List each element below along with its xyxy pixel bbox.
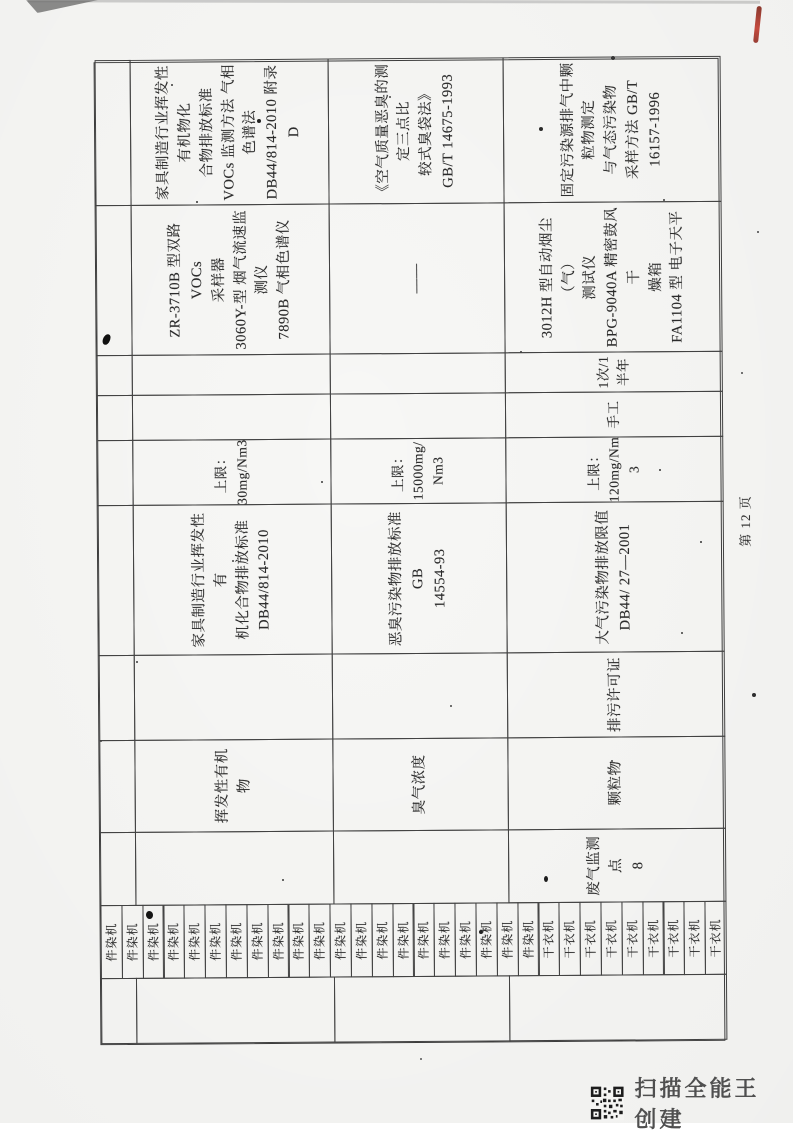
empty-cell — [330, 352, 506, 394]
cell-pm-instrument: 3012H 型自动烟尘（气） 测试仪 BPG-9040A 精密鼓风干 燥箱 FA1104 型 电子天平 — [504, 201, 723, 354]
scan-speckles — [0, 0, 2, 2]
cell-pm-pollutant: 颗粒物 — [507, 736, 726, 831]
facility-cell: 干衣机 — [600, 902, 622, 976]
facility-cell: 件染机 — [475, 902, 497, 976]
empty-cell — [100, 832, 137, 906]
facility-cell: 干衣机 — [663, 901, 685, 975]
cell-voc-standard: 家具制造行业挥发性有 机化合物排放标准 DB44/814-2010 — [133, 504, 333, 656]
facility-cell: 干衣机 — [621, 901, 643, 975]
cell-pm-method: 固定污染源排气中颗粒物测定 与气态污染物 采样方法 GB/T 16157-1996 — [503, 56, 722, 204]
facility-cell: 件染机 — [100, 905, 122, 979]
facility-cell: 件染机 — [413, 903, 435, 977]
watermark — [590, 1072, 793, 1134]
cell-odor-method: 《空气质量恶臭的测定三点比 较式臭袋法》 GB/T 14675-1993 — [328, 57, 505, 204]
facility-cell: 干衣机 — [642, 901, 664, 975]
facility-cell: 件染机 — [225, 904, 247, 978]
empty-cell — [95, 60, 132, 206]
facility-cell: 件染机 — [163, 905, 185, 979]
empty-cell — [330, 392, 506, 439]
cell-pm-limit: 上限： 120mg/Nm 3 — [505, 436, 723, 504]
cell-pm-mode: 手工 — [505, 391, 723, 439]
facility-cell: 件染机 — [267, 904, 289, 978]
empty-cell — [136, 977, 335, 1044]
facility-cell: 件染机 — [121, 905, 143, 979]
empty-cell — [334, 975, 510, 1042]
cell-pm-outlet: 废气监测点 8 — [508, 828, 727, 904]
facility-cell: 件染机 — [246, 904, 268, 978]
facility-cell: 干衣机 — [559, 902, 581, 976]
cell-odor-instrument: —— — [329, 202, 506, 354]
cell-voc-limit: 上限： 30mg/Nm3 — [132, 439, 331, 506]
empty-cell — [509, 974, 727, 1042]
facility-cell: 件染机 — [288, 904, 310, 978]
empty-cell — [97, 395, 133, 441]
facility-cell: 件染机 — [350, 903, 372, 977]
empty-cell — [97, 355, 133, 396]
empty-cell — [333, 829, 510, 904]
empty-cell — [101, 978, 137, 1044]
empty-cell — [98, 505, 135, 656]
facility-cell: 件染机 — [496, 902, 518, 976]
cell-pm-permit: 排污许可证 — [507, 651, 726, 739]
scanner-edge-artifact — [28, 0, 760, 4]
empty-cell — [132, 394, 331, 441]
facility-cell: 件染机 — [455, 903, 477, 977]
empty-cell — [99, 740, 136, 833]
facility-cell: 件染机 — [371, 903, 393, 977]
scanner-corner-shadow — [26, 0, 98, 13]
empty-cell — [135, 831, 335, 906]
facility-cell: 件染机 — [205, 904, 227, 978]
page-number: 第 12 页 — [737, 495, 753, 547]
empty-cell — [132, 354, 331, 396]
facility-cell: 件染机 — [184, 904, 206, 978]
facility-cell: 件染机 — [434, 903, 456, 977]
cell-pm-frequency: 1次/1 半年 — [505, 351, 723, 394]
empty-cell — [134, 654, 334, 741]
watermark-text: 扫描全能王 创建 — [634, 1076, 760, 1132]
facility-cell: 件染机 — [309, 904, 331, 978]
cell-pm-standard: 大气污染物排放限值 DB44/ 27—2001 — [506, 501, 725, 654]
facility-cell: 干衣机 — [705, 901, 727, 975]
facility-cell: 干衣机 — [538, 902, 560, 976]
qr-code-icon — [590, 1083, 624, 1123]
facility-cell: 件染机 — [142, 905, 164, 979]
cell-odor-pollutant: 臭气浓度 — [332, 737, 509, 831]
rotated-table-wrapper — [94, 58, 726, 1045]
empty-cell — [332, 652, 509, 739]
facility-cell: 件染机 — [392, 903, 414, 977]
monitoring-table — [94, 58, 726, 1045]
facility-cell: 干衣机 — [580, 902, 602, 976]
facility-cell: 件染机 — [517, 902, 539, 976]
empty-cell — [96, 205, 133, 356]
cell-odor-standard: 恶臭污染物排放标准 GB 14554-93 — [331, 502, 508, 654]
cell-odor-limit: 上限： 15000mg/ Nm3 — [330, 437, 506, 504]
facility-cell: 件染机 — [330, 903, 352, 977]
red-pen-mark — [753, 6, 762, 43]
empty-cell — [97, 440, 133, 506]
cell-voc-instrument: ZR-3710B 型双路 VOCs 采样器 3060Y-型 烟气流速监 测仪 7890B 气相色谱仪 — [131, 204, 331, 356]
cell-voc-pollutant: 挥发性有机 物 — [134, 739, 334, 833]
facility-cell: 干衣机 — [684, 901, 706, 975]
cell-voc-method: 家具制造行业挥发性有机物化 合物排放标准 VOCs 监测方法 气相色谱法 DB44/814-2010 附录 D — [130, 59, 330, 206]
empty-cell — [99, 655, 136, 741]
